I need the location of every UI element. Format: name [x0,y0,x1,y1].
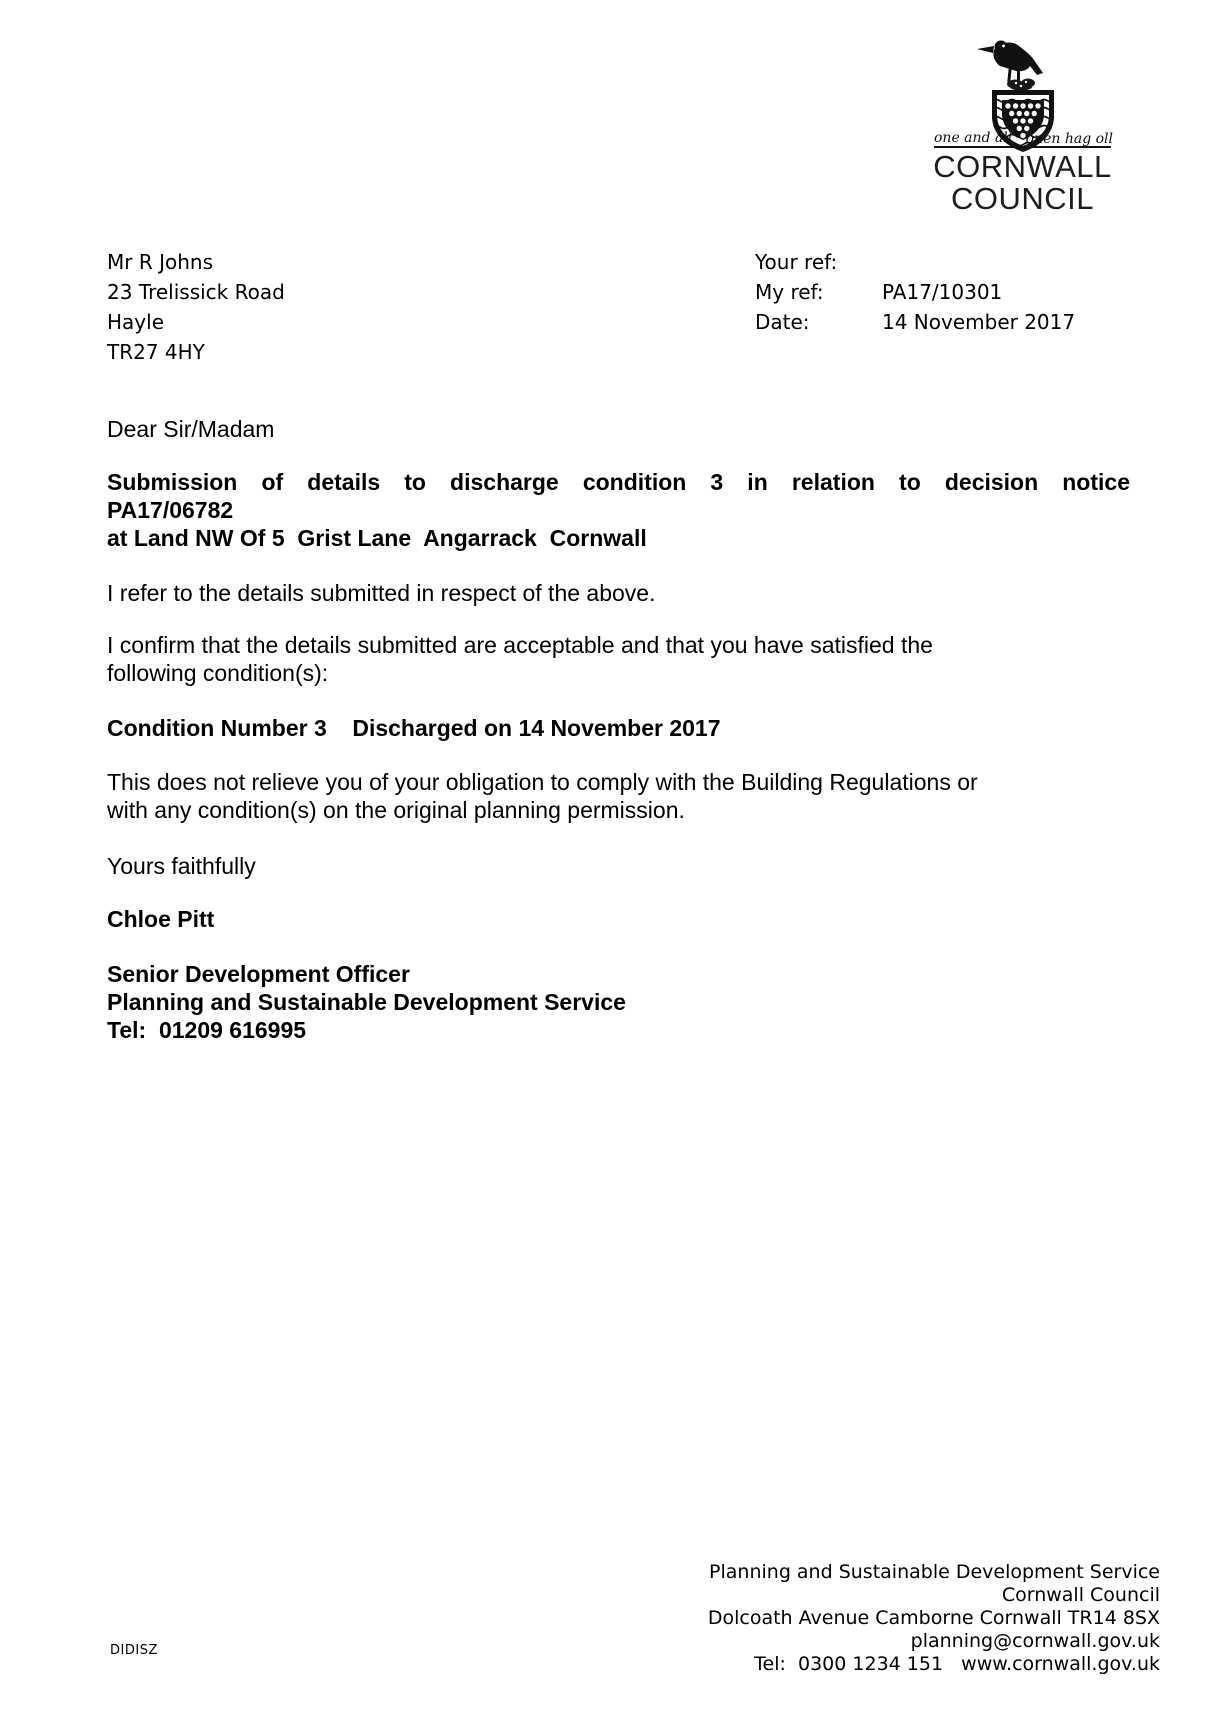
org-name-line2: COUNCIL [950,181,1094,216]
chough-bird-icon [977,41,1043,83]
org-name-line1: CORNWALL [933,149,1112,184]
signatory-department: Planning and Sustainable Development Service [107,989,626,1015]
recipient-street: 23 Trelissick Road [107,280,285,304]
footer-service-line: Planning and Sustainable Development Service [709,1561,1160,1583]
reference-values [882,247,1075,337]
footer-address-line: Dolcoath Avenue Camborne Cornwall TR14 8SX [707,1607,1160,1629]
signatory-name: Chloe Pitt [107,906,215,932]
my-ref-label: My ref: [755,280,824,304]
footer-council-line: Cornwall Council [1001,1584,1160,1606]
paragraph-relieve-line1: This does not relieve you of your obligation to comply with the Building Regulations or [107,769,978,795]
subject-line-1: Submission of details to discharge condition 3 in relation to decision notice [107,469,1130,495]
recipient-town: Hayle [107,310,164,334]
recipient-name: Mr R Johns [107,250,213,274]
your-ref-label: Your ref: [755,250,838,274]
crest-mount-icon [1007,79,1035,91]
subject-line-2: PA17/06782 [107,497,234,523]
motto-english: one and all [934,130,1013,146]
subject-line-3: at Land NW Of 5 Grist Lane Angarrack Cornwall [107,525,647,551]
your-ref-value [882,247,1075,277]
signatory-telephone: Tel: 01209 616995 [107,1017,307,1043]
paragraph-refer: I refer to the details submitted in respect of the above. [107,580,656,606]
recipient-postcode: TR27 4HY [107,340,205,364]
date-label: Date: [755,310,810,334]
signatory-title: Senior Development Officer [107,961,410,987]
paragraph-confirm-line2: following condition(s): [107,660,329,686]
office-footer [708,1561,1160,1676]
paragraph-confirm-line1: I confirm that the details submitted are acceptable and that you have satisfied the [107,632,933,658]
reference-labels [755,247,837,337]
my-ref-value: PA17/10301 [882,280,1003,304]
footer-email: planning@cornwall.gov.uk [910,1630,1160,1652]
salutation: Dear Sir/Madam [107,416,275,442]
document-code: DIDISZ [110,1643,158,1658]
cornwall-council-logo [930,38,1115,218]
paragraph-relieve-line2: with any condition(s) on the original planning permission. [107,797,685,823]
closing: Yours faithfully [107,853,256,879]
motto-cornish: onen hag oll [1025,131,1113,147]
recipient-address [107,247,285,367]
condition-discharged-line: Condition Number 3 Discharged on 14 November 2017 [107,715,721,741]
date-value: 14 November 2017 [882,310,1076,334]
footer-tel-web: Tel: 0300 1234 151 www.cornwall.gov.uk [754,1653,1160,1675]
